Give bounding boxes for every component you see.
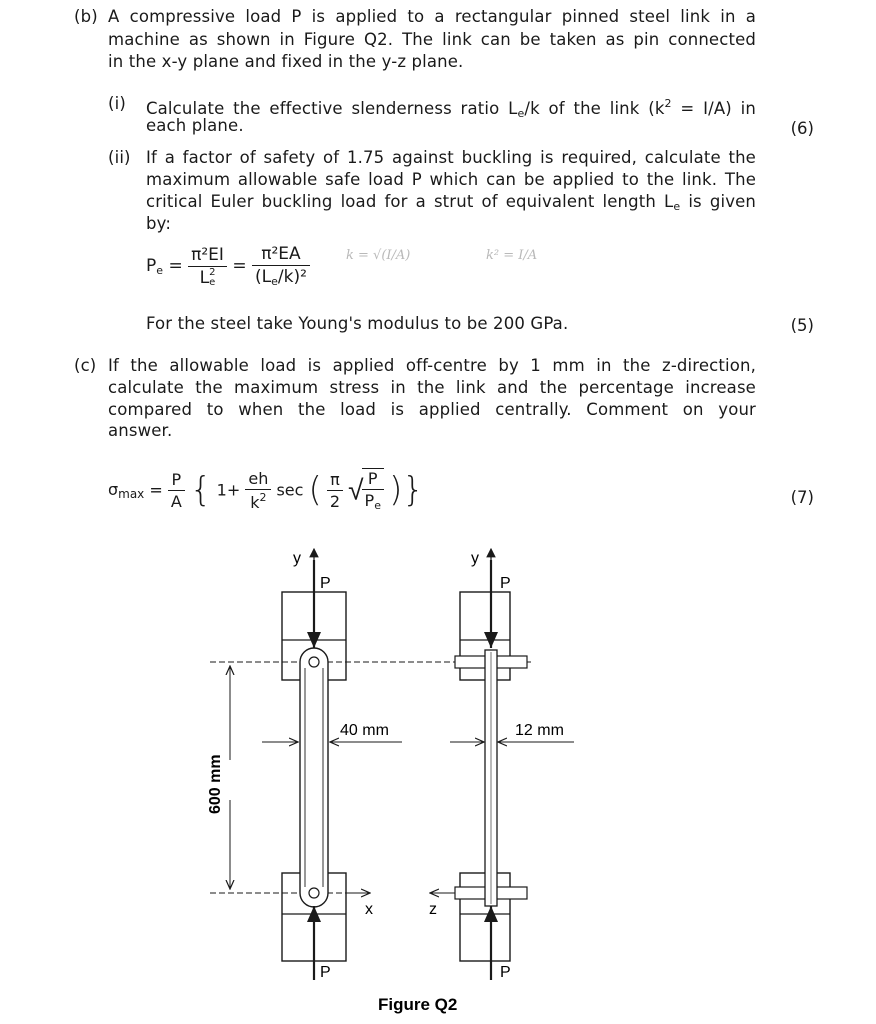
part-c-line-3: compared to when the load is applied centrally. Comment on your: [108, 400, 756, 419]
part-c-line-1: If the allowable load is applied off-centre by 1 mm in the z-direction,: [108, 356, 756, 375]
length-dimension-label: 600 mm: [207, 754, 224, 814]
x-axis-label: x: [365, 901, 373, 918]
y-axis-label-left: y: [293, 550, 301, 567]
part-c-line-4: answer.: [108, 421, 173, 440]
euler-formula: $P_e$ = π²EI L 2 e = $\frac{\text{π²EA}}{(L_e/k)^2}$: [146, 244, 310, 288]
question-ii-line-2: maximum allowable safe load P which can be applied to the link. The: [146, 170, 756, 189]
thickness-dimension-label: 12 mm: [515, 722, 564, 739]
question-i-line-1: Calculate the effective slenderness ratio $L_e/k$ of the link $(k^2 = I/A)$ in: [146, 97, 756, 120]
load-label-bottom-left: P: [320, 964, 331, 981]
part-b-line-1: A compressive load P is applied to a rectangular pinned steel link in a: [108, 7, 756, 26]
question-ii-line-3: critical Euler buckling load for a strut of equivalent length $L_e$ is given: [146, 192, 757, 213]
figure-caption: Figure Q2: [378, 995, 458, 1014]
load-label-top-left: P: [320, 575, 331, 592]
load-label-bottom-right: P: [500, 964, 511, 981]
handwritten-note-2: k² = I/A: [486, 248, 538, 263]
question-ii-label: (ii): [108, 148, 131, 167]
part-c-line-2: calculate the maximum stress in the link and the percentage increase: [108, 378, 756, 397]
load-label-top-right: P: [500, 575, 511, 592]
right-view-yz-plane: [430, 549, 527, 980]
z-axis-label: z: [429, 901, 437, 918]
upper-pin-left: [309, 657, 319, 667]
euler-fraction-1: π²EI L 2 e: [188, 245, 227, 288]
steel-note: For the steel take Young's modulus to be 200 GPa.: [146, 314, 569, 333]
part-b-line-3: in the x-y plane and fixed in the y-z plane.: [108, 52, 464, 71]
stress-formula: $\sigma_{max}$ = $\frac{P}{A}$ { 1+ $\frac{eh}{k^2}$ sec ( $\frac{\pi}{2}$ √ $\frac{P}{P_e}$ )}: [108, 468, 424, 512]
question-i-label: (i): [108, 94, 126, 113]
handwritten-note-1: k = √(I/A): [346, 248, 411, 263]
left-view-xy-plane: [282, 549, 370, 980]
part-b-line-2: machine as shown in Figure Q2. The link can be taken as pin connected: [108, 30, 756, 49]
lower-pin-left: [309, 888, 319, 898]
width-dimension-label: 40 mm: [340, 722, 389, 739]
part-b-label: (b): [74, 7, 98, 26]
part-c-label: (c): [74, 356, 97, 375]
euler-fraction-2: $\frac{\text{π²EA}}{(L_e/k)^2}$: [252, 244, 310, 288]
question-ii-line-1: If a factor of safety of 1.75 against buckling is required, calculate the: [146, 148, 756, 167]
marks-q-ii: (5): [790, 316, 814, 335]
marks-q-i: (6): [790, 119, 814, 138]
y-axis-label-right: y: [471, 550, 479, 567]
marks-part-c: (7): [790, 488, 814, 507]
steel-link-front: [300, 648, 328, 907]
question-i-line-2: each plane.: [146, 116, 244, 135]
question-ii-line-4: by:: [146, 214, 172, 233]
